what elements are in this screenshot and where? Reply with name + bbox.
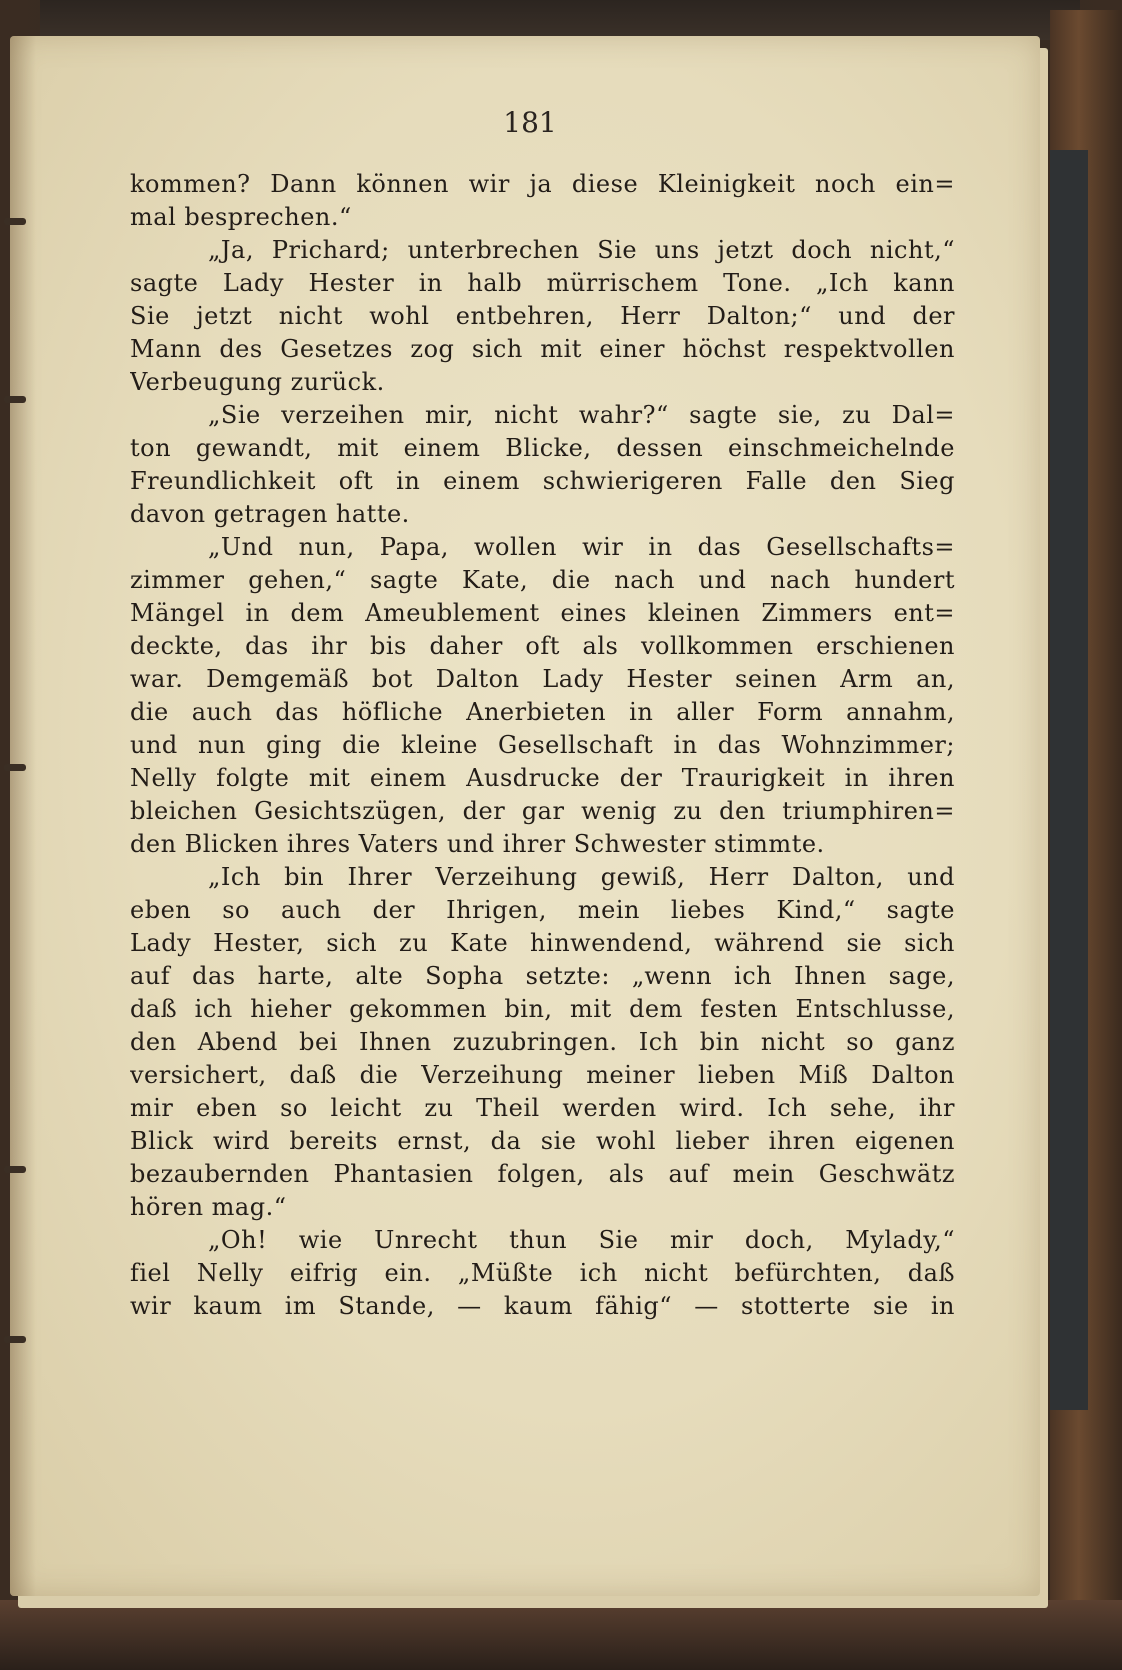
text-line: „Sie verzeihen mir, nicht wahr?“ sagte sie, zu Dal= (208, 401, 955, 429)
text-line: ton gewandt, mit einem Blicke, dessen einschmeichelnde (130, 434, 955, 462)
text-line: eben so auch der Ihrigen, mein liebes Kind,“ sagte (130, 896, 955, 924)
text-line: bezaubernden Phantasien folgen, als auf mein Geschwätz (130, 1160, 955, 1188)
book-cover-top-edge (40, 0, 1080, 40)
text-line: deckte, das ihr bis daher oft als vollkommen erschienen (130, 632, 955, 660)
text-line: und nun ging die kleine Gesellschaft in das Wohnzimmer; (130, 731, 955, 759)
text-line: daß ich hieher gekommen bin, mit dem festen Entschlusse, (130, 995, 955, 1023)
text-line: kommen? Dann können wir ja diese Kleinigkeit noch ein= (130, 170, 955, 198)
text-line: versichert, daß die Verzeihung meiner lieben Miß Dalton (130, 1061, 955, 1089)
binding-thread-mark (4, 1336, 26, 1343)
binding-thread-mark (4, 218, 26, 225)
text-line: Mängel in dem Ameublement eines kleinen Zimmers ent= (130, 599, 955, 627)
binding-thread-mark (4, 764, 26, 771)
text-line: „Ja, Prichard; unterbrechen Sie uns jetzt doch nicht,“ (208, 236, 955, 264)
text-line: zimmer gehen,“ sagte Kate, die nach und nach hundert (130, 566, 955, 594)
text-line: den Blicken ihres Vaters und ihrer Schwester stimmte. (130, 830, 825, 858)
text-line: „Ich bin Ihrer Verzeihung gewiß, Herr Dalton, und (208, 863, 955, 891)
text-line: wir kaum im Stande, — kaum fähig“ — stotterte sie in (130, 1292, 955, 1320)
text-line: fiel Nelly eifrig ein. „Müßte ich nicht befürchten, daß (130, 1259, 955, 1287)
text-line: Blick wird bereits ernst, da sie wohl lieber ihren eigenen (130, 1127, 955, 1155)
text-line: Sie jetzt nicht wohl entbehren, Herr Dalton;“ und der (130, 302, 955, 330)
binding-thread-mark (4, 396, 26, 403)
text-line: Nelly folgte mit einem Ausdrucke der Traurigkeit in ihren (130, 764, 955, 792)
text-line: den Abend bei Ihnen zuzubringen. Ich bin nicht so ganz (130, 1028, 955, 1056)
text-line: „Und nun, Papa, wollen wir in das Gesellschafts= (208, 533, 955, 561)
text-line: war. Demgemäß bot Dalton Lady Hester seinen Arm an, (130, 665, 955, 693)
text-line: Mann des Gesetzes zog sich mit einer höchst respektvollen (130, 335, 955, 363)
page-number: 181 (503, 106, 557, 139)
text-line: auf das harte, alte Sopha setzte: „wenn ich Ihnen sage, (130, 962, 955, 990)
body-text (130, 168, 955, 1323)
binding-thread-mark (4, 1166, 26, 1173)
text-line: davon getragen hatte. (130, 500, 410, 528)
text-line: bleichen Gesichtszügen, der gar wenig zu den triumphiren= (130, 797, 955, 825)
text-line: sagte Lady Hester in halb mürrischem Tone. „Ich kann (130, 269, 955, 297)
page-gutter-shadow (10, 36, 36, 1596)
text-line: die auch das höfliche Anerbieten in aller Form annahm, (130, 698, 955, 726)
text-line: „Oh! wie Unrecht thun Sie mir doch, Mylady,“ (208, 1226, 955, 1254)
text-line: hören mag.“ (130, 1193, 287, 1221)
text-line: Lady Hester, sich zu Kate hinwendend, während sie sich (130, 929, 955, 957)
text-line: Verbeugung zurück. (130, 368, 385, 396)
book-cover-bottom-edge (0, 1600, 1122, 1670)
text-line: Freundlichkeit oft in einem schwierigeren Falle den Sieg (130, 467, 955, 495)
text-line: mir eben so leicht zu Theil werden wird. Ich sehe, ihr (130, 1094, 955, 1122)
book-cover-right-edge (1050, 10, 1122, 1630)
text-line: mal besprechen.“ (130, 203, 352, 231)
